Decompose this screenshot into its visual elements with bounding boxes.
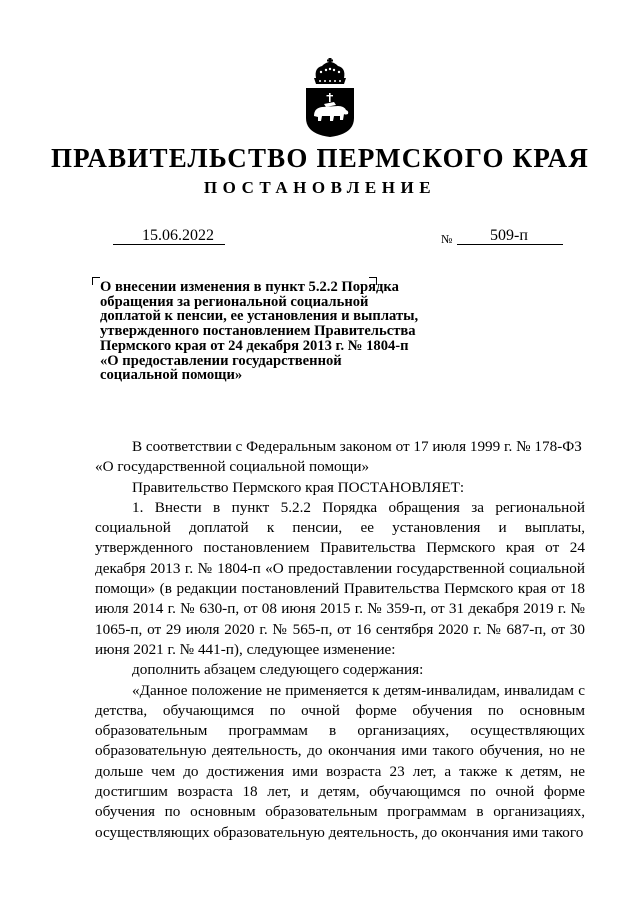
heading-bracket-left bbox=[92, 277, 100, 285]
heading-line: «О предоставлении государственной bbox=[100, 352, 342, 369]
document-type: ПОСТАНОВЛЕНИЕ bbox=[203, 178, 437, 197]
date-underline bbox=[113, 244, 225, 245]
heading-line: доплатой к пенсии, ее установления и выплаты, bbox=[100, 308, 419, 325]
number-sign: № bbox=[441, 232, 453, 246]
document-body bbox=[95, 437, 585, 843]
heading-line: социальной помощи» bbox=[100, 367, 243, 384]
body-paragraph-resolves: Правительство Пермского края ПОСТАНОВЛЯЕТ: bbox=[132, 478, 465, 496]
body-paragraph-item-1: 1. Внести в пункт 5.2.2 Порядка обращения за региональной социальной доплатой к пенсии, ее установления и выплаты, утвержденного постановлением Правительства Пермского края от 24 декабря 2013 г. № 1804-п «О предоставлении государственной социальной помощи» (в редакции постановлений Правительства Пермского края от 18 июля 2014 г. № 630-п, от 08 июня 2015 г. № 359-п, от 31 декабря 2019 г. № 1065-п, от 29 июля 2020 г. № 565-п, от 16 сентября 2020 г. № 687-п, от 30 июня 2021 г. № 441-п), следующее изменение: bbox=[95, 498, 585, 658]
body-paragraph-preamble-cont: «О государственной социальной помощи» bbox=[95, 458, 370, 476]
body-paragraph-quote: «Данное положение не применяется к детям-инвалидам, инвалидам с детства, обучающимся по очной форме обучения по основным образовательным программам в организациях, осуществляющих образовательную деятельность, до окончания ими такого обучения, но не дольше чем до достижения ими возраста 23 лет, а также к детям, не достигшим возраста 18 лет, и детям, обучающимся по очной форме обучения по основным образовательным программам в организациях, осуществляющих образовательную деятельность, до окончания ими такого bbox=[95, 681, 585, 841]
coat-of-arms-icon bbox=[300, 58, 360, 138]
document-heading bbox=[100, 280, 440, 383]
government-title: ПРАВИТЕЛЬСТВО ПЕРМСКОГО КРАЯ bbox=[50, 143, 590, 173]
number-underline bbox=[457, 244, 563, 245]
heading-line: утвержденного постановлением Правительства bbox=[100, 323, 416, 340]
heading-line: Пермского края от 24 декабря 2013 г. № 1804-п bbox=[100, 337, 409, 354]
heading-line: О внесении изменения в пункт 5.2.2 Порядка bbox=[100, 279, 399, 295]
document-number: 509-п bbox=[490, 227, 528, 244]
body-paragraph-addition: дополнить абзацем следующего содержания: bbox=[132, 661, 424, 679]
body-paragraph-preamble: В соответствии с Федеральным законом от 17 июля 1999 г. № 178-ФЗ bbox=[132, 438, 582, 455]
heading-line: обращения за региональной социальной bbox=[100, 293, 369, 310]
document-date: 15.06.2022 bbox=[142, 227, 214, 244]
